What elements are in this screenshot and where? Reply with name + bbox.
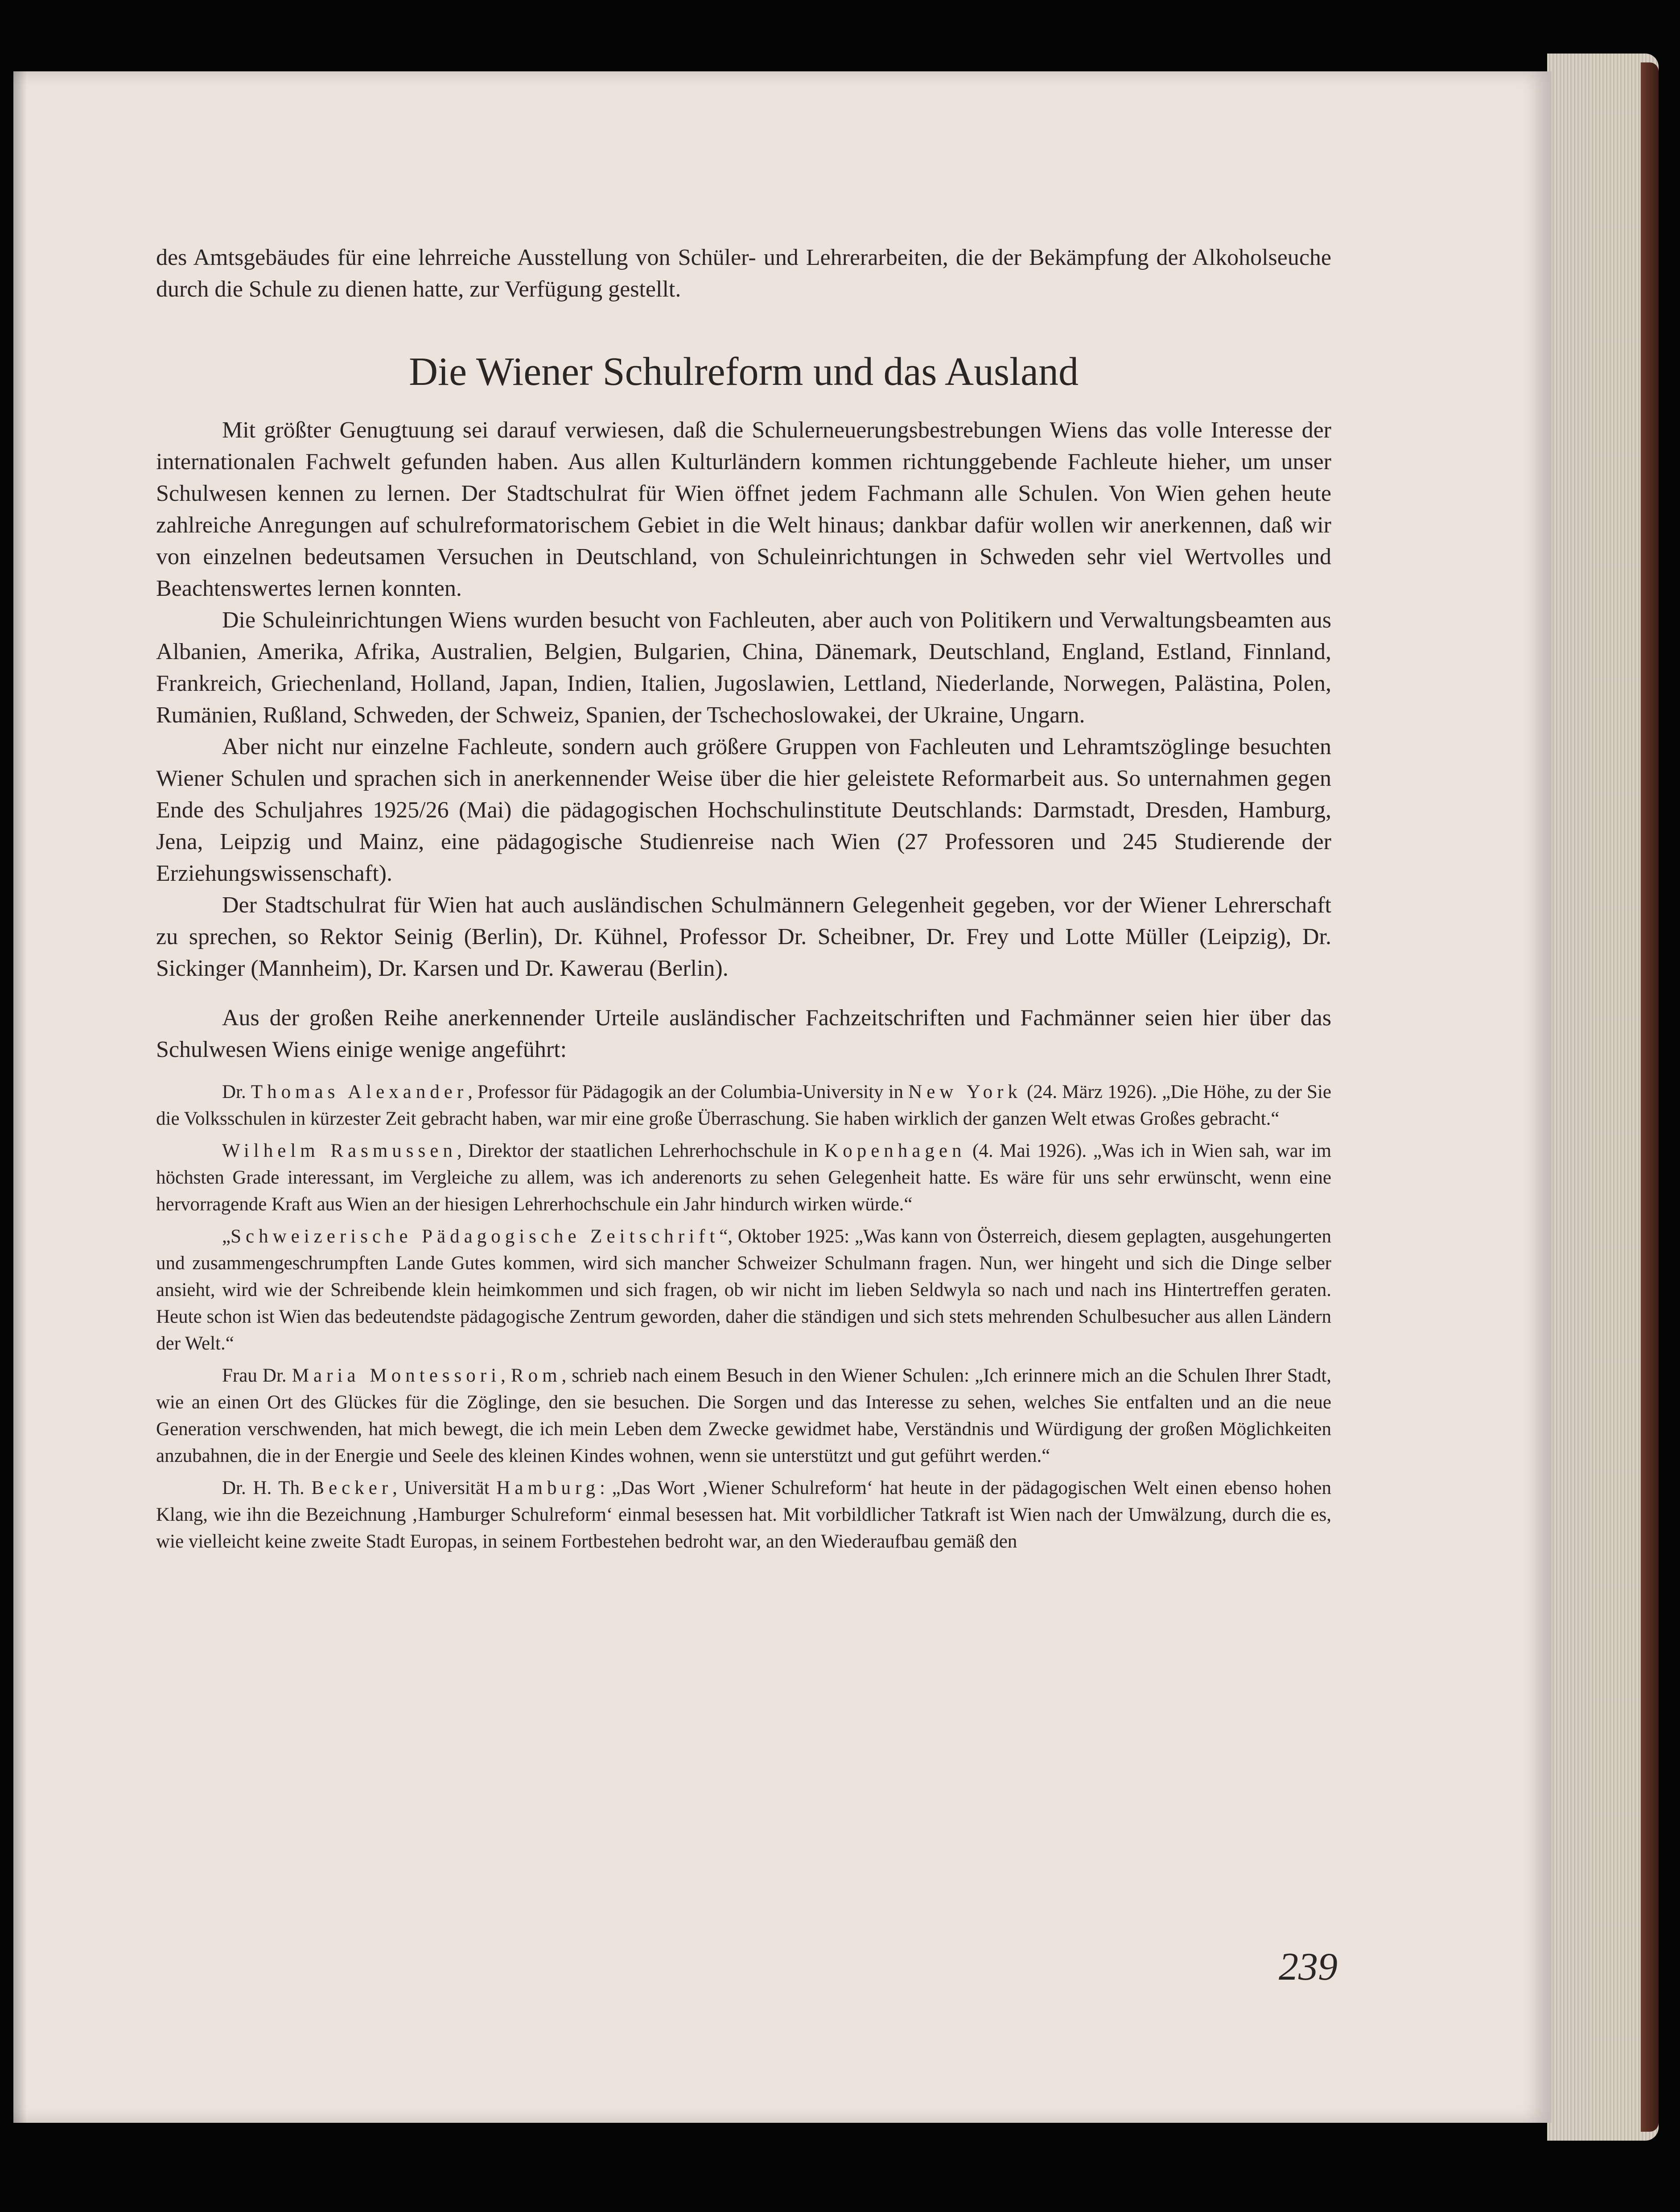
body-paragraph: Mit größter Genugtuung sei darauf verwiesen, daß die Schulerneuerungsbestrebungen Wiens das volle Interesse der internationalen Fachwelt gefunden haben. Aus allen Kulturländern kommen richtunggebende Fachleute hieher, um unser Schulwesen kennen zu lernen. Der Stadtschulrat für Wien öffnet jedem Fachmann alle Schulen. Von Wien gehen heute zahlreiche Anregungen auf schulreformatorischem Gebiet in die Welt hinaus; dankbar dafür wollen wir anerkennen, daß wir von einzelnen bedeutsamen Versuchen in Deutschland, von Schuleinrichtungen in Schweden sehr viel Wertvolles und Beachtenswertes lernen konnten. — [156, 417, 1331, 601]
quote-text: , Universität — [392, 1477, 497, 1498]
quote-block — [156, 1362, 1331, 1469]
intro-paragraph: des Amtsgebäudes für eine lehrreiche Ausstellung von Schüler- und Lehrerarbeiten, die der Bekämpfung der Alkoholseuche durch die Schule zu dienen hatte, zur Verfügung gestellt. — [156, 245, 1331, 302]
quote-block — [156, 1079, 1331, 1132]
quote-author: Schweizerische Pädagogische Zeitschrift — [231, 1226, 720, 1247]
quote-author: Thomas Alexander — [251, 1081, 468, 1102]
quote-lead: Frau Dr. — [222, 1365, 292, 1386]
quote-rest: , schrieb nach einem Besuch in den Wiener Schulen: „Ich erinnere mich an die Schulen Ihrer Stadt, wie an einen Ort des Glückes für die Zöglinge, den sie besuchen. Die Sorgen und das Interesse zu sehen, welches Sie entfalten und an die neue Generation verschwenden, hat mich bewegt, die ich mein Leben dem Zwecke gewidmet habe, Verständnis und Würdigung der großen Möglichkeiten anzubahnen, die in der Energie und Seele des kleinen Kindes wohnen, wenn sie unterstützt und gut geführt werden.“ — [156, 1365, 1332, 1466]
quote-text: , Professor für Pädagogik an der Columbia-University in — [468, 1081, 909, 1102]
page-content — [156, 242, 1331, 1555]
quote-place: Kopenhagen — [824, 1140, 966, 1161]
quote-author: Maria Montessori — [292, 1365, 501, 1386]
quote-text: , Direktor der staatlichen Lehrerhochschule in — [457, 1140, 825, 1161]
quote-place: New York — [908, 1081, 1022, 1102]
book-page — [13, 71, 1552, 2123]
body-paragraph: Aber nicht nur einzelne Fachleute, sondern auch größere Gruppen von Fachleuten und Lehramtszöglinge besuchten Wiener Schulen und sprachen sich in anerkennender Weise über die hier geleistete Reformarbeit aus. So unternahmen gegen Ende des Schuljahres 1925/26 (Mai) die pädagogischen Hochschulinstitute Deutschlands: Darmstadt, Dresden, Hamburg, Jena, Leipzig und Mainz, eine pädagogische Studienreise nach Wien (27 Professoren und 245 Studierende der Erziehungswissenschaft). — [156, 734, 1331, 886]
book-cover-edge — [1641, 62, 1659, 2132]
quote-lead: „ — [222, 1226, 231, 1247]
quote-rest: (24. März 1926). „Die Höhe, zu der Sie die Volksschulen in kürzester Zeit gebracht haben, war mir eine große Überraschung. Sie haben wirklich der ganzen Welt etwas Großes gebracht.“ — [156, 1081, 1331, 1129]
quote-block — [156, 1475, 1331, 1555]
gutter-shadow — [13, 71, 27, 2123]
section-title: Die Wiener Schulreform und das Ausland — [409, 350, 1079, 394]
page-number: 239 — [1279, 1945, 1338, 1989]
body-paragraph: Der Stadtschulrat für Wien hat auch ausländischen Schulmännern Gelegenheit gegeben, vor der Wiener Lehrerschaft zu sprechen, so Rektor Seinig (Berlin), Dr. Kühnel, Professor Dr. Scheibner, Dr. Frey und Lotte Müller (Leipzig), Dr. Sickinger (Mannheim), Dr. Karsen und Dr. Kawerau (Berlin). — [156, 892, 1331, 981]
quote-block — [156, 1138, 1331, 1218]
quote-block — [156, 1223, 1331, 1357]
quote-lead: Dr. H. Th. — [222, 1477, 312, 1498]
body-paragraph: Aus der großen Reihe anerkennender Urteile ausländischer Fachzeitschriften und Fachmänner seien hier über das Schulwesen Wiens einige wenige angeführt: — [156, 1005, 1331, 1062]
quote-place: Rom — [511, 1365, 562, 1386]
body-paragraph: Die Schuleinrichtungen Wiens wurden besucht von Fachleuten, aber auch von Politikern und Verwaltungsbeamten aus Albanien, Amerika, Afrika, Australien, Belgien, Bulgarien, China, Dänemark, Deutschland, England, Estland, Finnland, Frankreich, Griechenland, Holland, Japan, Indien, Italien, Jugoslawien, Lettland, Niederlande, Norwegen, Palästina, Polen, Rumänien, Rußland, Schweden, der Schweiz, Spanien, der Tschechoslowakei, der Ukraine, Ungarn. — [156, 607, 1331, 728]
quote-author: Becker — [311, 1477, 393, 1498]
quote-text: , — [501, 1365, 511, 1386]
quote-lead: Dr. — [222, 1081, 251, 1102]
quote-rest: (4. Mai 1926). „Was ich in Wien sah, war im höchsten Grade interessant, im Vergleiche zu allem, was ich anderenorts zu sehen Gelegenheit hatte. Es wäre für uns sehr erwünscht, wenn eine hervorragende Kraft aus Wien an der hiesigen Lehrerhochschule ein Jahr hindurch wirken würde.“ — [156, 1140, 1331, 1215]
quote-author: Wilhelm Rasmussen — [222, 1140, 457, 1161]
quote-text: “, Oktober 1925: „Was kann von Österreich, diesem geplagten, ausgehungerten und zusammengeschrumpften Lande Gutes kommen, wird sich mancher Schweizer Schulmann fragen. Nun, wer hingeht und sich die Dinge selber ansieht, wird wie der Schreibende klein heimkommen und sich fragen, ob wir nicht im lieben Seldwyla so nach und nach ins Hintertreffen geraten. Heute schon ist Wien das bedeutendste pädagogische Zentrum geworden, daher die ständigen und sich stets mehrenden Schulbesucher aus allen Ländern der Welt.“ — [156, 1226, 1332, 1354]
quote-place: Hamburg — [496, 1477, 600, 1498]
quote-rest: : „Das Wort ‚Wiener Schulreform‘ hat heute in der pädagogischen Welt einen ebenso hohen Klang, wie ihn die Bezeichnung ‚Hamburger Schulreform‘ einmal besessen hat. Mit vorbildlicher Tatkraft ist Wien nach der Umwälzung, durch die es, wie vielleicht keine zweite Stadt Europas, in seinem Fortbestehen bedroht war, an den Wiederaufbau gemäß den — [156, 1477, 1331, 1552]
